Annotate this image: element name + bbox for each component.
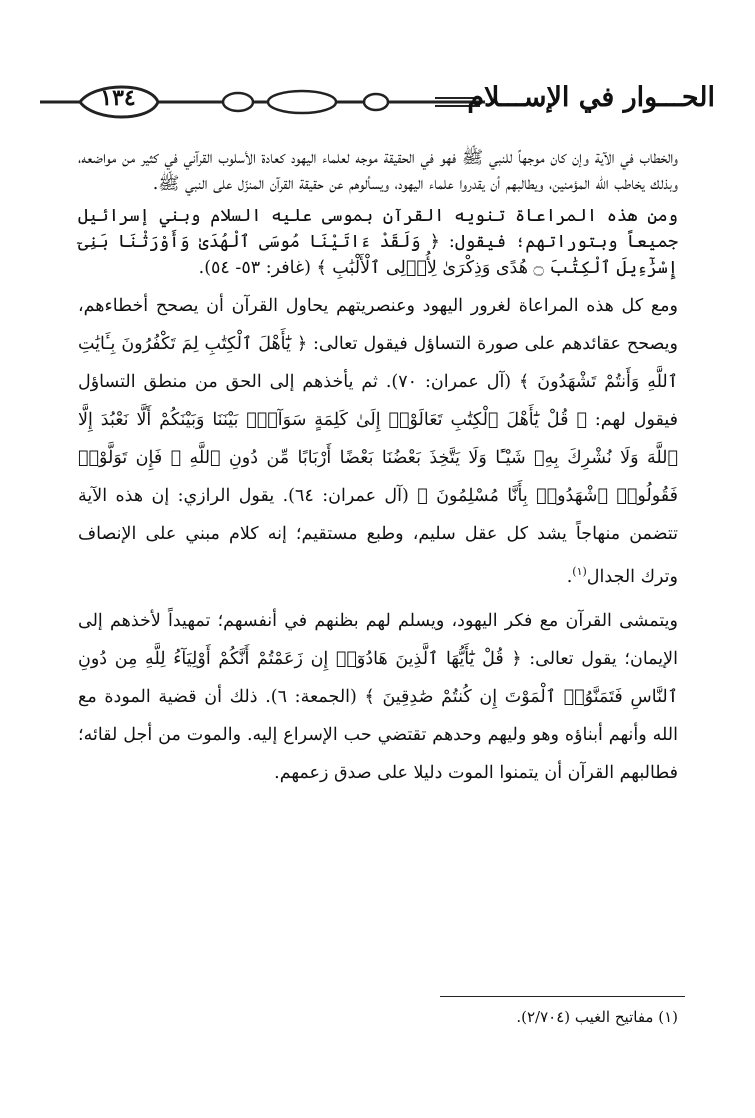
footnote-divider (440, 996, 685, 997)
running-title: الحـــوار في الإســـلام (467, 82, 715, 113)
page-number: ١٣٤ (100, 85, 136, 111)
footnote-marker: (١) (572, 565, 587, 578)
paragraph-4: ويتمشى القرآن مع فكر اليهود، ويسلم لهم بظنهم في أنفسهم؛ تمهيداً لأخذهم إلى الإيمان؛ يقول تعالى: ﴿ قُلْ يَٰٓأَيُّهَا ٱلَّذِينَ هَادُوٓا۟ إِن زَعَمْتُمْ أَنَّكُمْ أَوْلِيَآءُ لِلَّهِ مِن دُونِ ٱلنَّاسِ فَتَمَنَّوُا۟ ٱلْمَوْتَ إِن كُنتُمْ صَٰدِقِينَ ﴾ (الجمعة: ٦). ذلك أن قضية المودة مع الله وأنهم أبناؤه وهو وليهم وحدهم تقتضي حب الإسراع إليه. والموت من أجل لقائه؛ فطالبهم القرآن أن يتمنوا الموت دليلا على صدق زعمهم. (78, 610, 678, 783)
paragraph-3 (78, 287, 678, 596)
paragraph-3-text: ومع كل هذه المراعاة لغرور اليهود وعنصريتهم يحاول القرآن أن يصحح أخطاءهم، ويصحح عقائدهم على صورة التساؤل فيقول تعالى: ﴿ يَٰٓأَهْلَ ٱلْكِتَٰبِ لِمَ تَكْفُرُونَ بِـَٔايَٰتِ ٱللَّهِ وَأَنتُمْ تَشْهَدُونَ ﴾ (آل عمران: ٧٠). ثم يأخذهم إلى الحق من منطق التساؤل فيقول لهم: ﴿ قُلْ يَٰٓأَهْلَ ٱلْكِتَٰبِ تَعَالَوْا۟ إِلَىٰ كَلِمَةٍ سَوَآءٍۭ بَيْنَنَا وَبَيْنَكُمْ أَلَّا نَعْبُدَ إِلَّا ٱللَّهَ وَلَا نُشْرِكَ بِهِۦ شَيْـًٔا وَلَا يَتَّخِذَ بَعْضُنَا بَعْضًا أَرْبَابًا مِّن دُونِ ٱللَّهِ ۚ فَإِن تَوَلَّوْا۟ فَقُولُوا۟ ٱشْهَدُوا۟ بِأَنَّا مُسْلِمُونَ ﴾ (آل عمران: ٦٤). يقول الرازي: إن هذه الآية تتضمن منهاجاً يشد كل عقل سليم، وطبع مستقيم؛ إنه كلام مبني على الإنصاف وترك الجدال (78, 296, 678, 587)
paragraph-1: والخطاب في الآية وإن كان موجهاً للنبي ﷺ فهو في الحقيقة موجه لعلماء اليهود كعادة الأسلوب القرآني في كثير من مواضعه، وبذلك يخاطب الله المؤمنين، ويطالبهم أن يقدروا علماء اليهود، ويسألوهم عن حقيقة القرآن المنزّل على النبي ﷺ. (78, 148, 678, 194)
footnote: (١) مفاتيح الغيب (٢/٧٠٤). (516, 1008, 678, 1026)
paragraph-2: ومن هذه المراعاة تنويه القرآن بموسى عليه السلام وبني إسرائيل جميعاً وبتوراتهم؛ فيقول: ﴿ وَلَقَدْ ءَاتَيْنَا مُوسَى ٱلْهُدَىٰ وَأَوْرَثْنَا بَنِىٓ إِسْرَٰٓءِيلَ ٱلْكِتَٰبَ ۝ هُدًى وَذِكْرَىٰ لِأُو۟لِى ٱلْأَلْبَٰبِ ﴾ (غافر: ٥٣- ٥٤). (78, 206, 678, 278)
paragraph-3-end: . (566, 566, 573, 587)
main-text (78, 145, 678, 798)
page-header (40, 78, 715, 126)
